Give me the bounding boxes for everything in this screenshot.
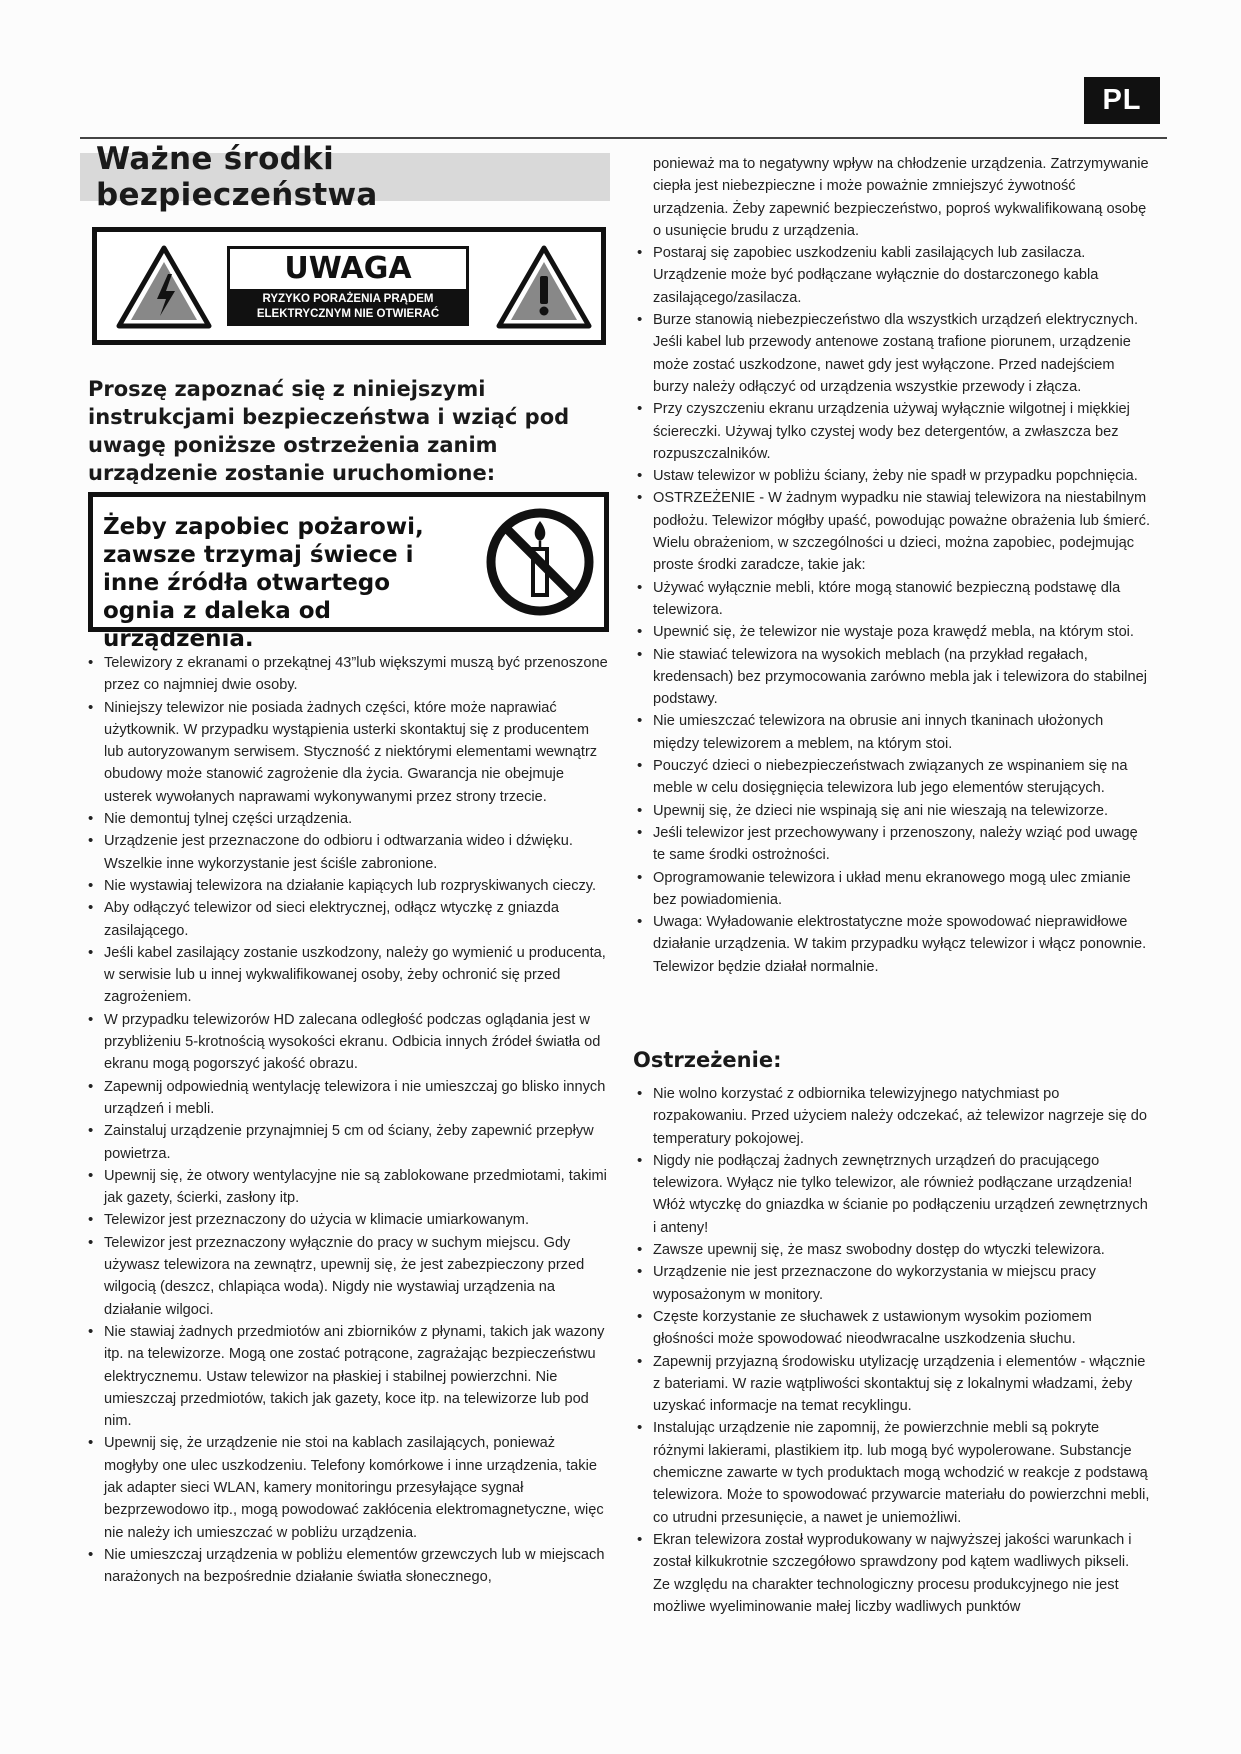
list-item: • Urządzenie jest przeznaczone do odbioru i odtwarzania wideo i dźwięku. Wszelkie inne wykorzystanie jest ściśle zabronione. [86,830,612,875]
list-item: • Instalując urządzenie nie zapomnij, że powierzchnie mebli są pokryte różnymi lakierami, plastikiem itp. lub mogą być wypolerowane. Substancje chemiczne zawarte w tych produktach mogą wchodzić w reakcje z podstawą telewizora. Może to spowodować przywarcie materiału do powierzchni mebli, co utrudni przesunięcie, a nawet je uniemożliwi. [635,1417,1150,1528]
list-item: • Zawsze upewnij się, że masz swobodny dostęp do wtyczki telewizora. [635,1239,1150,1261]
fire-warning-box [88,492,609,652]
list-item: • Jeśli telewizor jest przechowywany i przenoszony, należy wziąć pod uwagę te same środki ostrożności. [635,822,1150,867]
list-item: • Nie wystawiaj telewizora na działanie kapiących lub rozpryskiwanych cieczy. [86,875,612,897]
list-item: • Zapewnij odpowiednią wentylację telewizora i nie umieszczaj go blisko innych urządzeń i mebli. [86,1076,612,1121]
safety-list-right [635,153,1150,978]
list-item: • Nie stawiaj żadnych przedmiotów ani zbiorników z płynami, takich jak wazony itp. na telewizorze. Mogą one zostać potrącone, zagrażając bezpieczeństwu elektrycznemu. Ustaw telewizor na płaskiej i stabilnej powierzchni. Nie umieszczaj przedmiotów, takich jak gazety, koce itp. na telewizorze lub pod nim. [86,1321,612,1432]
uwaga-title: UWAGA [284,251,412,286]
list-item: • Nie wolno korzystać z odbiornika telewizyjnego natychmiast po rozpakowaniu. Przed użyciem należy odczekać, aż telewizor nagrzeje się do temperatury pokojowej. [635,1083,1150,1150]
list-item: • Pouczyć dzieci o niebezpieczeństwach związanych ze wspinaniem się na meble w celu dosięgnięcia telewizora lub jego elementów sterujących. [635,755,1150,800]
list-item: • Zainstaluj urządzenie przynajmniej 5 cm od ściany, żeby zapewnić przepływ powietrza. [86,1120,612,1165]
list-item: • Nie umieszczaj urządzenia w pobliżu elementów grzewczych lub w miejscach narażonych na bezpośrednie działanie światła słonecznego, [86,1544,612,1589]
electric-shock-icon [115,244,213,330]
list-item: • Aby odłączyć telewizor od sieci elektrycznej, odłącz wtyczkę z gniazda zasilającego. [86,897,612,942]
warning-list [635,1083,1150,1618]
list-item: • Niniejszy telewizor nie posiada żadnych części, które może naprawiać użytkownik. W przypadku wystąpienia usterki skontaktuj się z producentem lub autoryzowanym serwisem. Styczność z niektórymi elementami wewnątrz obudowy może stanowić zagrożenie dla życia. Gwarancja nie obejmuje usterek wywołanych naprawami wykonywanymi przez strony trzecie. [86,697,612,808]
list-item: • Upewnij się, że urządzenie nie stoi na kablach zasilających, ponieważ mogłyby one ulec uszkodzeniu. Telefony komórkowe i inne urządzenia, takie jak adapter sieci WLAN, kamery monitoringu przesyłające sygnał bezprzewodowo itp., mogą powodować zakłócenia elektromagnetyczne, więc nie należy ich umieszczać w pobliżu urządzenia. [86,1432,612,1543]
list-item: • Jeśli kabel zasilający zostanie uszkodzony, należy go wymienić u producenta, w serwisie lub u innej wykwalifikowanej osoby, żeby ochronić się przed zagrożeniem. [86,942,612,1009]
uwaga-subtitle [230,289,466,323]
list-item: • Upewnić się, że telewizor nie wystaje poza krawędź mebla, na którym stoi. [635,621,1150,643]
safety-list-left [86,652,612,1588]
list-item: • Telewizor jest przeznaczony wyłącznie do pracy w suchym miejscu. Gdy używasz telewizora na zewnątrz, upewnij się, że jest zabezpieczony przed wilgocią (deszcz, chlapiąca woda). Nigdy nie wystawiaj urządzenia na działanie wilgoci. [86,1232,612,1321]
list-item: • Ustaw telewizor w pobliżu ściany, żeby nie spadł w przypadku popchnięcia. [635,465,1150,487]
list-item: • Używać wyłącznie mebli, które mogą stanowić bezpieczną podstawę dla telewizora. [635,577,1150,622]
list-item: • Nie stawiać telewizora na wysokich meblach (na przykład regałach, kredensach) bez przymocowania zarówno mebla jak i telewizora do stabilnej podstawy. [635,644,1150,711]
list-item-continuation: ponieważ ma to negatywny wpływ na chłodzenie urządzenia. Zatrzymywanie ciepła jest niebezpieczne i może poważnie zmniejszyć żywotność urządzenia. Żeby zapewnić bezpieczeństwo, poproś wykwalifikowaną osobę o usunięcie brudu z urządzenia. [653,156,1149,239]
title-bar [80,141,610,213]
no-open-flame-icon [485,507,595,617]
list-item: • OSTRZEŻENIE - W żadnym wypadku nie stawiaj telewizora na niestabilnym podłożu. Telewizor mógłby upaść, powodując poważne obrażenia lub śmierć. Wielu obrażeniom, w szczególności u dzieci, można zapobiec, podejmując proste środki zaradcze, takie jak: [635,487,1150,576]
uwaga-subtitle-line2: ELEKTRYCZNYM NIE OTWIERAĆ [256,308,440,320]
list-item: • Częste korzystanie ze słuchawek z ustawionym wysokim poziomem głośności może spowodować nieodwracalne uszkodzenia słuchu. [635,1306,1150,1351]
list-item: • Nie demontuj tylnej części urządzenia. [86,808,612,830]
intro-text: Proszę zapoznać się z niniejszymi instrukcjami bezpieczeństwa i wziąć pod uwagę poniższe ostrzeżenia zanim urządzenie zostanie uruchomione: [88,377,570,485]
exclamation-icon [495,244,593,330]
list-item: • Upewnij się, że dzieci nie wspinają się ani nie wieszają na telewizorze. [635,800,1150,822]
list-item: • Nie umieszczać telewizora na obrusie ani innych tkaninach ułożonych między telewizorem a meblem, na którym stoi. [635,710,1150,755]
list-item: • Zapewnij przyjazną środowisku utylizację urządzenia i elementów - włącznie z bateriami. W razie wątpliwości skontaktuj się z lokalnymi władzami, żeby uzyskać informacje na temat recyklingu. [635,1351,1150,1418]
page-title: Ważne środki bezpieczeństwa [96,141,378,213]
list-item: • W przypadku telewizorów HD zalecana odległość podczas oglądania jest w przybliżeniu 5-krotnością wysokości ekranu. Odbicia innych źródeł światła od ekranu mogą pogorszyć jakość obrazu. [86,1009,612,1076]
warning-subheading: Ostrzeżenie: [633,1048,782,1072]
list-item: • Nigdy nie podłączaj żadnych zewnętrznych urządzeń do pracującego telewizora. Wyłącz nie tylko telewizor, ale również podłączane urządzenia! Włóż wtyczkę do gniazdka w ścianie po podłączeniu urządzeń zewnętrznych i anteny! [635,1150,1150,1239]
language-badge: PL [1084,77,1160,124]
list-item: • Uwaga: Wyładowanie elektrostatyczne może spowodować nieprawidłowe działanie urządzenia. W takim przypadku wyłącz telewizor i włącz ponownie. Telewizor będzie działał normalnie. [635,911,1150,978]
fire-warning-text: Żeby zapobiec pożarowi, zawsze trzymaj świece i inne źródła otwartego ognia z daleka od urządzenia. [103,514,424,652]
list-item: • Postaraj się zapobiec uszkodzeniu kabli zasilających lub zasilacza. Urządzenie może być podłączane wyłącznie do dostarczonego kabla zasilającego/zasilacza. [635,242,1150,309]
electric-shock-warning-label [92,227,606,345]
list-item: • Upewnij się, że otwory wentylacyjne nie są zablokowane przedmiotami, takimi jak gazety, ścierki, zasłony itp. [86,1165,612,1210]
list-item: • Burze stanowią niebezpieczeństwo dla wszystkich urządzeń elektrycznych. Jeśli kabel lub przewody antenowe zostaną trafione piorunem, urządzenie może zostać uszkodzone, nawet gdy jest wyłączone. Przed nadejściem burzy należy odłączyć od urządzenia wszystkie przewody i złącza. [635,309,1150,398]
list-item: • Telewizory z ekranami o przekątnej 43”lub większymi muszą być przenoszone przez co najmniej dwie osoby. [86,652,612,697]
uwaga-subtitle-line1: RYZYKO PORAŻENIA PRĄDEM [262,293,434,305]
list-item: • Urządzenie nie jest przeznaczone do wykorzystania w miejscu pracy wyposażonym w monitory. [635,1261,1150,1306]
list-item: • Przy czyszczeniu ekranu urządzenia używaj wyłącznie wilgotnej i miękkiej ściereczki. Używaj tylko czystej wody bez detergentów, a zwłaszcza bez rozpuszczalników. [635,398,1150,465]
header-divider [80,137,1167,139]
list-item: • Telewizor jest przeznaczony do użycia w klimacie umiarkowanym. [86,1209,612,1231]
list-item: • Oprogramowanie telewizora i układ menu ekranowego mogą ulec zmianie bez powiadomienia. [635,867,1150,912]
uwaga-frame [227,246,469,326]
list-item: • Ekran telewizora został wyprodukowany w najwyższej jakości warunkach i został kilkukrotnie szczegółowo sprawdzony pod kątem wadliwych pikseli. Ze względu na charakter technologiczny procesu produkcyjnego nie jest możliwe wyeliminowanie małej liczby wadliwych punktów [635,1529,1150,1618]
